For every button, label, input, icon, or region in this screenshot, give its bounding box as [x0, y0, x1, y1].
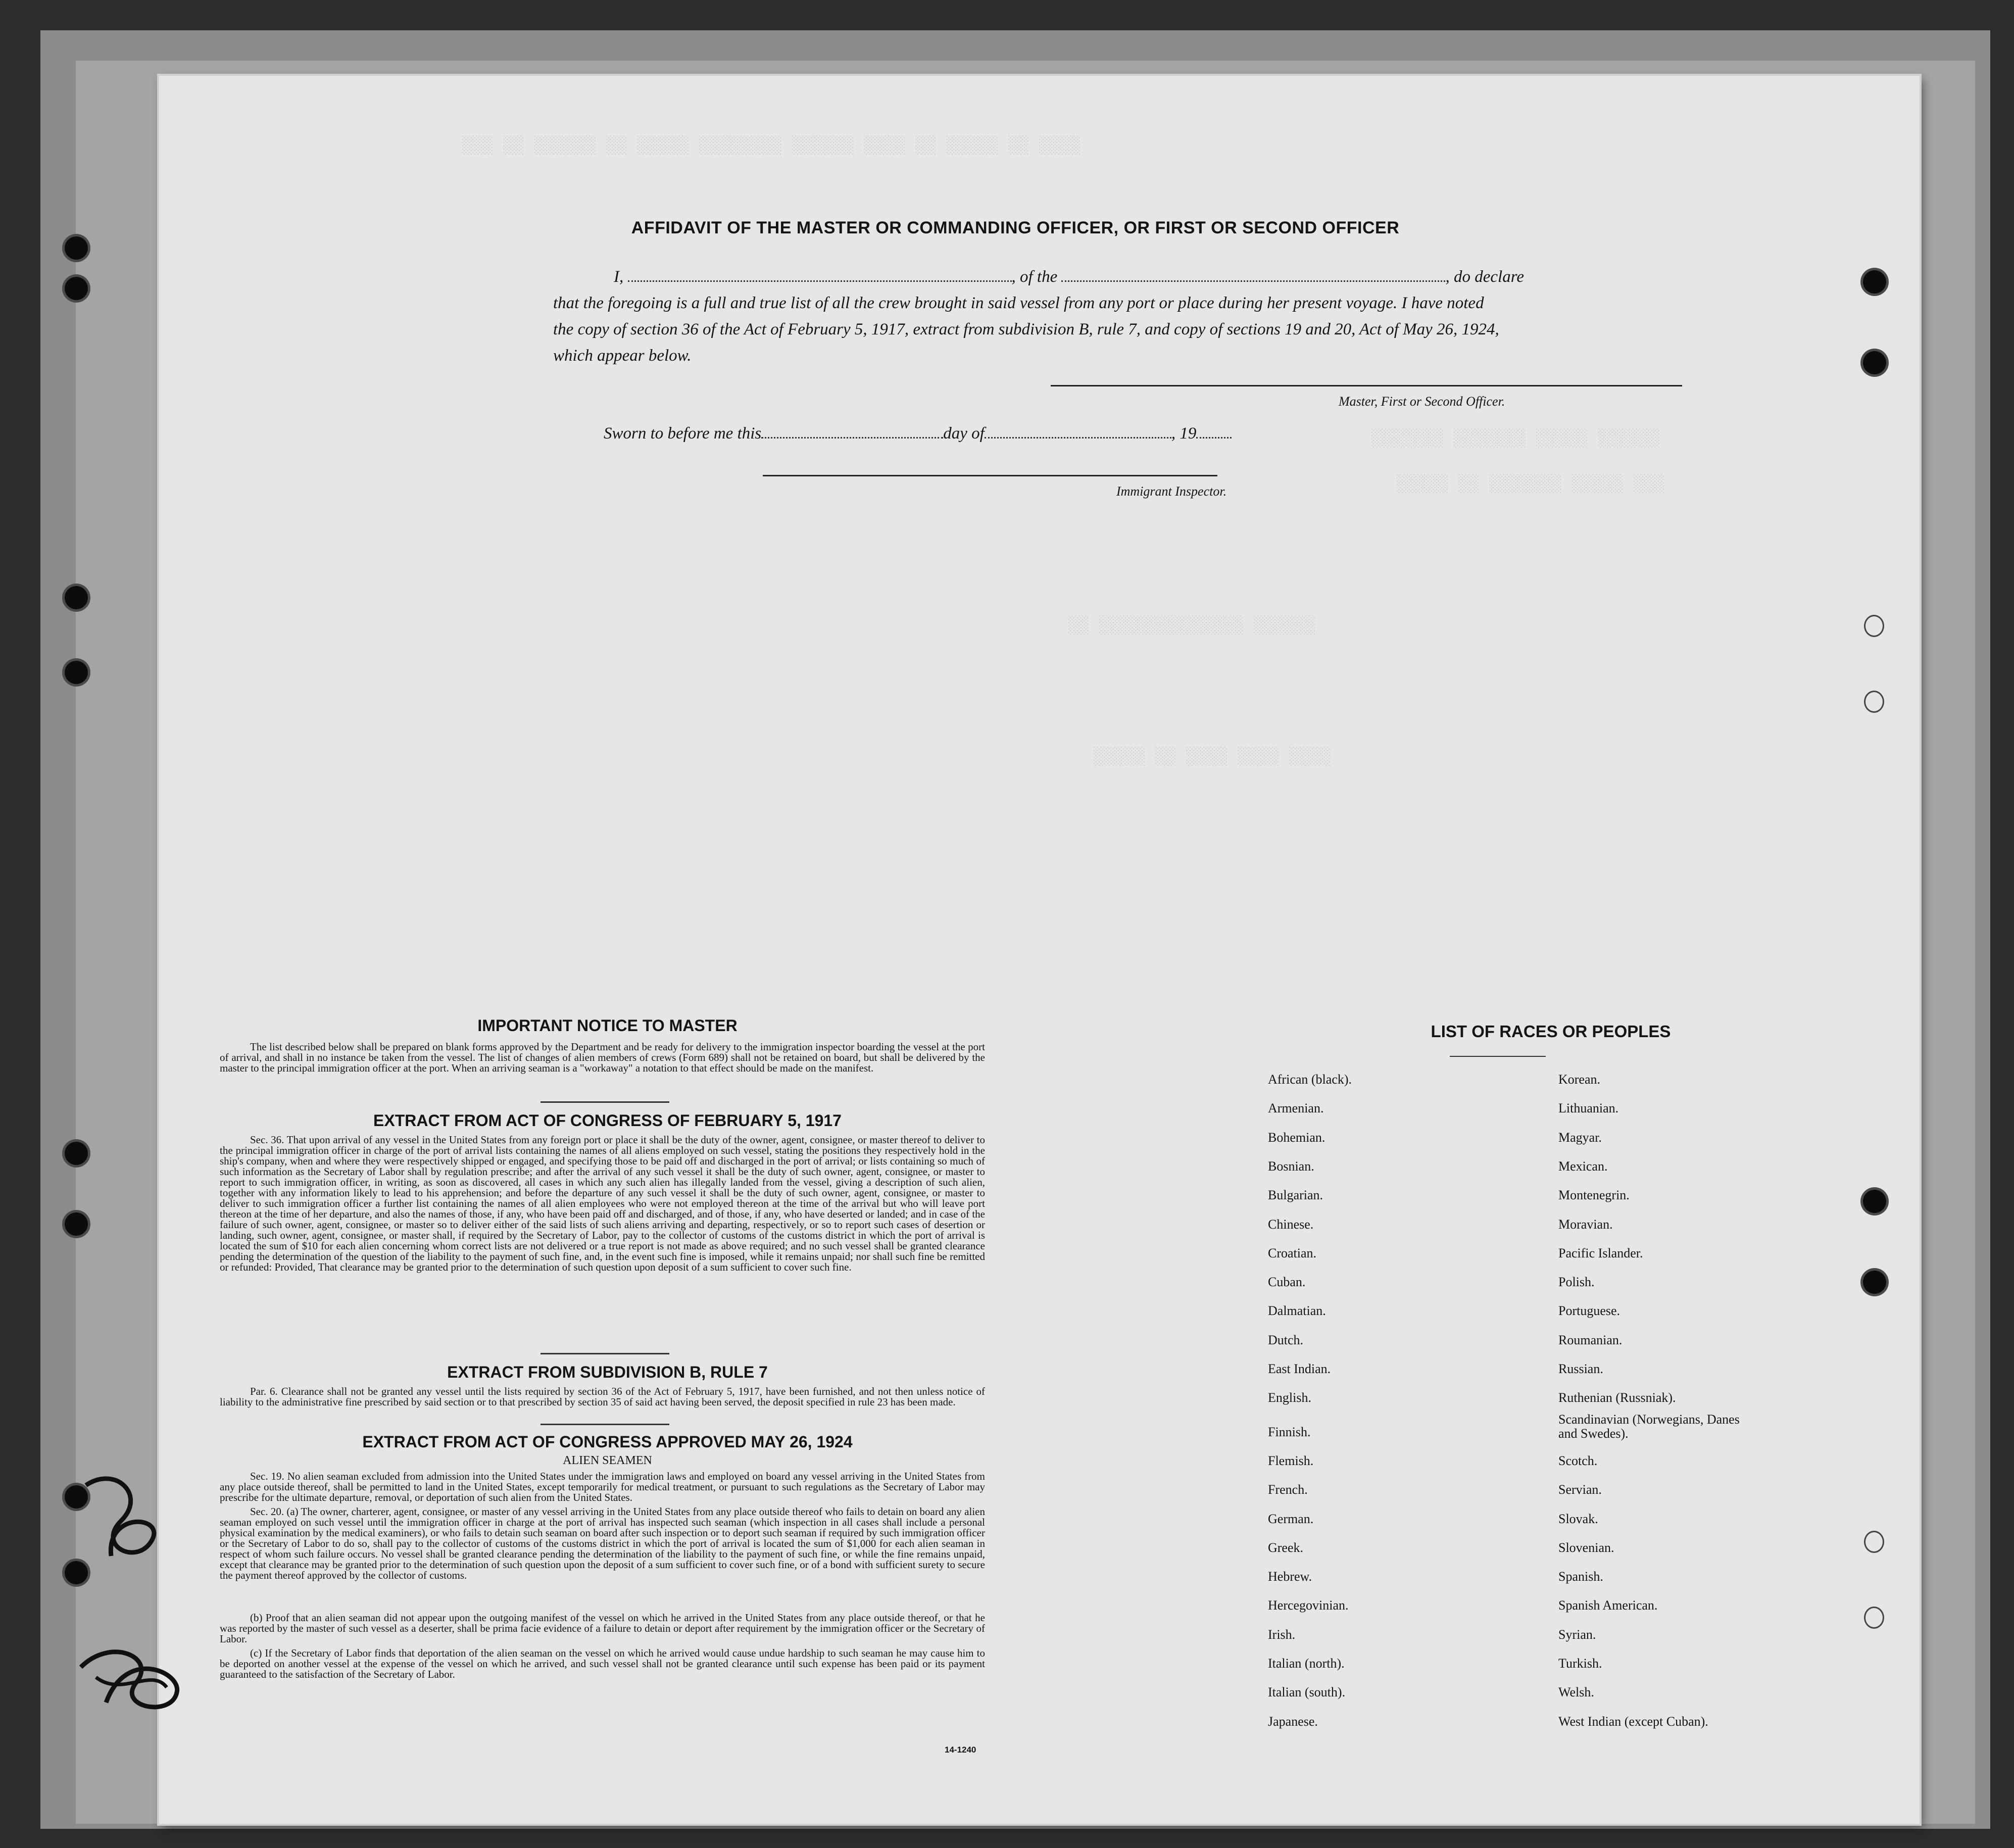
race-item: Dutch.: [1268, 1332, 1304, 1347]
race-item: Croatian.: [1268, 1245, 1317, 1260]
bleed-through: ░░ ░░░░░░░░░░░░░░ ░░░░░░: [1068, 616, 1316, 636]
race-item: Lithuanian.: [1558, 1101, 1619, 1116]
race-item: Bosnian.: [1268, 1158, 1314, 1174]
race-item: Russian.: [1558, 1361, 1603, 1376]
section-divider: [541, 1101, 669, 1103]
race-item: Scotch.: [1558, 1453, 1598, 1468]
race-item: Dalmatian.: [1268, 1303, 1326, 1319]
races-title: LIST OF RACES OR PEOPLES: [1431, 1022, 1671, 1041]
inspector-signature-caption: Immigrant Inspector.: [1116, 484, 1227, 499]
affidavit-title: AFFIDAVIT OF THE MASTER OR COMMANDING OFFICER, OR FIRST OR SECOND OFFICER: [631, 218, 1400, 237]
race-item: Bulgarian.: [1268, 1188, 1323, 1203]
binder-hole: [65, 661, 88, 684]
declarant-label: I,: [614, 268, 624, 286]
document-page: [159, 76, 1920, 1824]
race-item: Pacific Islander.: [1558, 1245, 1643, 1260]
binding-cord: [76, 1465, 187, 1728]
sworn-month-field[interactable]: [985, 434, 1171, 439]
races-title-underline: [1450, 1056, 1546, 1057]
section-20a-text: Sec. 20. (a) The owner, charterer, agent, consignee, or master of any vessel arriving in the United States from any place outside thereof who fails to detain on board any alien seaman employed on such vessel until the immigration officer in charge at the port of arrival has inspected such seaman (which inspection in all cases shall include a personal physical examination by the medical examiners), or who fails to detain such seaman on board after such inspection or to deport such seaman if required by such immigration officer or the Secretary of Labor to do so, shall pay to the collector of customs of the customs district in which the port of arrival is located the sum of $1,000 for each alien seaman in respect of whom such failure occurs. No vessel shall be granted clearance pending the determination of the liability to the payment of such fine, or while the fine remains unpaid, except that clearance may be granted prior to the determination of such question upon the deposit of a sum sufficient to cover such fine, or of a bond with sufficient surety to secure the payment thereof approved by the collector of customs.: [220, 1505, 985, 1581]
binder-hole: [1863, 1271, 1886, 1294]
binder-hole: [1864, 1531, 1884, 1553]
affidavit-text-line: which appear below.: [553, 347, 692, 365]
extract-1917-title: EXTRACT FROM ACT OF CONGRESS OF FEBRUARY 5, 1917: [373, 1111, 842, 1130]
race-item: Servian.: [1558, 1482, 1602, 1497]
race-item: Mexican.: [1558, 1158, 1608, 1174]
race-item: Roumanian.: [1558, 1332, 1623, 1347]
race-item: Turkish.: [1558, 1656, 1602, 1671]
bleed-through: ░░░ ░░ ░░░░░░ ░░ ░░░░░ ░░░░░░░░ ░░░░░░ ░░░░ ░░ ░░░░░ ░░ ░░░░: [462, 136, 1081, 156]
declarant-name-field[interactable]: [628, 277, 1012, 282]
race-item: Japanese.: [1268, 1714, 1318, 1729]
race-item: Montenegrin.: [1558, 1188, 1630, 1203]
binder-hole: [65, 586, 88, 609]
race-item: Syrian.: [1558, 1627, 1596, 1642]
declare-label: , do declare: [1445, 268, 1524, 286]
affidavit-declaration-line: [614, 268, 1624, 286]
race-item: Cuban.: [1268, 1275, 1306, 1290]
form-number: 14-1240: [945, 1745, 976, 1755]
binder-hole: [1863, 351, 1886, 374]
race-item: Finnish.: [1268, 1424, 1311, 1439]
year-label: , 19: [1171, 424, 1197, 443]
race-item: Spanish American.: [1558, 1598, 1658, 1613]
race-item: Hercegovinian.: [1268, 1598, 1349, 1613]
race-item: Irish.: [1268, 1627, 1296, 1642]
section-divider: [541, 1424, 669, 1425]
race-item: West Indian (except Cuban).: [1558, 1714, 1708, 1729]
binder-hole: [65, 277, 88, 300]
bleed-through: ░░░░░ ░░ ░░░░ ░░░░ ░░░░: [1094, 748, 1331, 767]
section-20c-text: (c) If the Secretary of Labor finds that deportation of the alien seaman on the vessel on which he arrived would cause undue hardship to such seaman he may cause him to be deported on another vessel at the expense of the vessel on which he arrived, and such vessel shall not be granted clearance until such expense has been paid or its payment guaranteed to the satisfaction of the Secretary of Labor.: [220, 1647, 985, 1680]
race-item: Korean.: [1558, 1072, 1601, 1087]
binder-hole: [65, 1212, 88, 1236]
race-item: German.: [1268, 1511, 1314, 1526]
race-item: Armenian.: [1268, 1101, 1324, 1116]
binder-hole: [1864, 615, 1884, 637]
race-item: Polish.: [1558, 1275, 1595, 1290]
race-item: Moravian.: [1558, 1217, 1613, 1232]
race-item: Italian (south).: [1268, 1685, 1346, 1700]
race-item: Ruthenian (Russniak).: [1558, 1390, 1676, 1405]
extract-1924-title: EXTRACT FROM ACT OF CONGRESS APPROVED MAY 26, 1924: [362, 1433, 853, 1451]
section-divider: [541, 1353, 669, 1354]
sworn-label: Sworn to before me this: [604, 424, 762, 443]
binder-hole: [65, 1142, 88, 1165]
race-item: Welsh.: [1558, 1685, 1594, 1700]
race-item: Bohemian.: [1268, 1130, 1325, 1145]
master-signature-caption: Master, First or Second Officer.: [1339, 394, 1505, 409]
binder-hole: [1863, 1190, 1886, 1213]
extract-rule7-text: Par. 6. Clearance shall not be granted any vessel until the lists required by section 36 of the Act of February 5, 1917, have been furnished, and not then unless notice of liability to the administrative fine prescribed by said section or to that prescribed by section 35 of said act having been served, the deposit specified in rule 23 has been made.: [220, 1385, 985, 1408]
binder-hole: [65, 236, 88, 260]
race-item: African (black).: [1268, 1072, 1352, 1087]
vessel-name-field[interactable]: [1061, 277, 1445, 282]
section-19-text: Sec. 19. No alien seaman excluded from admission into the United States under the immigration laws and employed on board any vessel arriving in the United States from any place outside thereof, shall be permitted to land in the United States, except temporarily for medical treatment, or pursuant to such regulations as the Secretary of Labor may prescribe for the ultimate departure, removal, or deportation of such alien from the United States.: [220, 1470, 985, 1503]
notice-text: The list described below shall be prepared on blank forms approved by the Department and be ready for delivery to the immigration inspector boarding the vessel at the port of arrival, and shall in no instance be taken from the vessel. The list of changes of alien members of crews (Form 689) shall not be retained on board, but shall be delivered by the master to the principal immigration officer at the port. When an arriving seaman is a "workaway" a notation to that effect should be made on the manifest.: [220, 1041, 985, 1074]
race-item: English.: [1268, 1390, 1311, 1405]
sworn-year-field[interactable]: [1196, 434, 1232, 439]
vessel-label: , of the: [1011, 268, 1058, 286]
race-item: Greek.: [1268, 1540, 1304, 1555]
race-item: Chinese.: [1268, 1217, 1314, 1232]
binder-hole: [1864, 1607, 1884, 1629]
race-item: Portuguese.: [1558, 1303, 1620, 1319]
race-item: French.: [1268, 1482, 1308, 1497]
inspector-signature-line[interactable]: [763, 475, 1217, 476]
race-item: East Indian.: [1268, 1361, 1331, 1376]
extract-1917-text: Sec. 36. That upon arrival of any vessel in the United States from any foreign port or place it shall be the duty of the owner, agent, consignee, or master thereof to deliver to the principal immigration officer in charge of the port of arrival lists containing the names of all aliens employed on such vessel, stating the positions they respectively hold in the ship's company, when and where they were respectively shipped or engaged, and specifying those to be paid off and discharged in the port of arrival; or lists containing so much of such information as the Secretary of Labor shall by regulation prescribe; and after the arrival of any such vessel it shall be the duty of such owner, agent, consignee, or master to report to such immigration officer, in writing, as soon as discovered, all cases in which any such alien has illegally landed from the vessel, giving a description of such alien, together with any information likely to lead to his apprehension; and before the departure of any such vessel it shall be the duty of such owner, agent, consignee, or master to deliver to such immigration officer a further list containing the names of all alien employees who were not employed thereon at the time of the arrival but who will leave port thereon at the time of her departure, and also the names of those, if any, who have been paid off and discharged, and of those, if any, who have deserted or landed; and in case of the failure of such owner, agent, consignee, or master so to deliver either of the said lists of such aliens arriving and departing, respectively, or so to report such cases of desertion or landing, such owner, agent, consignee, or master shall, if required by the Secretary of Labor, pay to the collector of customs of the customs district in which the port of arrival is located the sum of $10 for each alien concerning whom correct lists are not delivered or a true report is not made as above required; and no such vessel shall be granted clearance pending the determination of the question of the liability to the payment of such fine, and, in the event such fine is imposed, while it remains unpaid; nor shall such fine be remitted or refunded: Provided, That clearance may be granted prior to the determination of such question upon deposit of a sum sufficient to cover such fine.: [220, 1134, 985, 1273]
day-of-label: day of: [943, 424, 985, 443]
sworn-day-field[interactable]: [761, 434, 943, 439]
race-item: Magyar.: [1558, 1130, 1602, 1145]
sworn-line: [604, 424, 1232, 443]
race-item: Scandinavian (Norwegians, Danes and Swedes).: [1558, 1412, 1740, 1441]
race-item: Flemish.: [1268, 1453, 1314, 1468]
race-item: Slovenian.: [1558, 1540, 1614, 1555]
extract-rule7-title: EXTRACT FROM SUBDIVISION B, RULE 7: [447, 1363, 768, 1381]
affidavit-text-line: that the foregoing is a full and true list of all the crew brought in said vessel from any port or place during her present voyage. I have noted: [553, 294, 1484, 312]
race-item: Hebrew.: [1268, 1569, 1312, 1584]
affidavit-text-line: the copy of section 36 of the Act of February 5, 1917, extract from subdivision B, rule 7, and copy of sections 19 and 20, Act of May 26, 1924,: [553, 320, 1499, 338]
bleed-through: ░░░░░░░ ░░░░░░░ ░░░░░ ░░░░░░: [1371, 429, 1660, 449]
notice-title: IMPORTANT NOTICE TO MASTER: [477, 1016, 738, 1035]
bleed-through: ░░░░░ ░░ ░░░░░░░ ░░░░░ ░░░: [1397, 475, 1665, 494]
section-20b-text: (b) Proof that an alien seaman did not appear upon the outgoing manifest of the vessel on which he arrived in the United States from any place outside thereof, or that he was reported by the master of such vessel as a deserter, shall be prima facie evidence of a failure to detain or deport after requirement by the immigration officer or the Secretary of Labor.: [220, 1612, 985, 1645]
binder-hole: [1864, 691, 1884, 713]
race-item: Slovak.: [1558, 1511, 1598, 1526]
race-item: Spanish.: [1558, 1569, 1603, 1584]
master-signature-line[interactable]: [1051, 385, 1682, 386]
binder-hole: [1863, 270, 1886, 294]
race-item: Italian (north).: [1268, 1656, 1345, 1671]
extract-1924-subtitle: ALIEN SEAMEN: [563, 1454, 652, 1467]
